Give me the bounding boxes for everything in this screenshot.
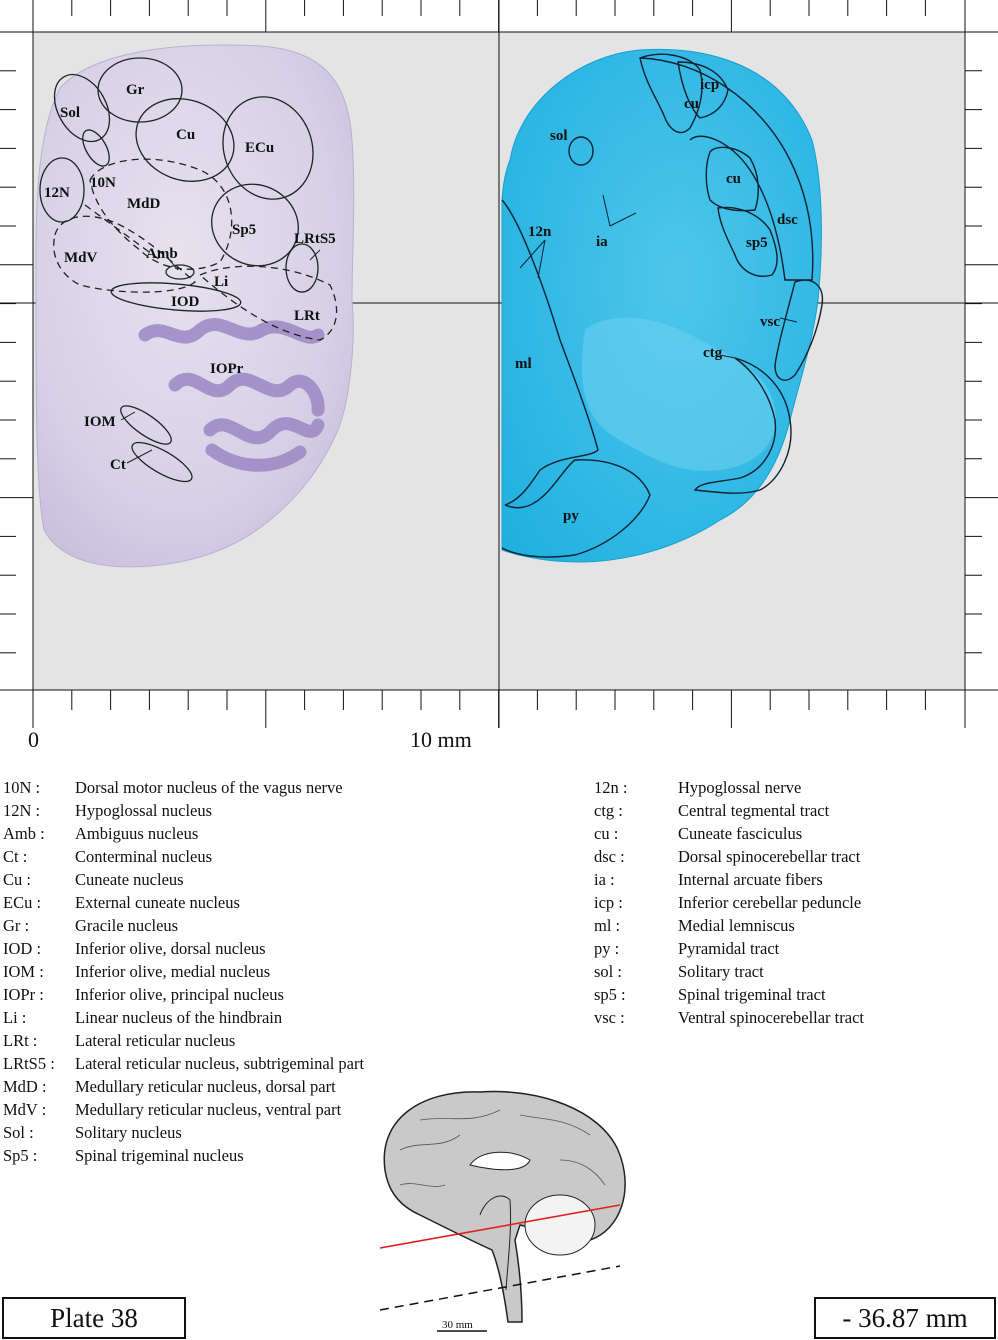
legend-description: Cuneate nucleus xyxy=(75,870,184,889)
legend-entry xyxy=(3,1144,364,1167)
legend-abbreviation: vsc : xyxy=(594,1008,625,1027)
legend-abbreviation: LRtS5 : xyxy=(3,1054,55,1073)
legend-abbreviation: LRt : xyxy=(3,1031,38,1050)
right-region-label: sp5 xyxy=(746,235,768,251)
legend-entry xyxy=(3,799,364,822)
legend-entry xyxy=(3,891,364,914)
right-region-label: icp xyxy=(700,77,720,93)
legend-description: Ambiguus nucleus xyxy=(75,824,199,843)
legend-description: Dorsal spinocerebellar tract xyxy=(678,847,861,866)
legend-abbreviation: Amb : xyxy=(3,824,45,843)
legend-abbreviation: ml : xyxy=(594,916,621,935)
legend-description: Linear nucleus of the hindbrain xyxy=(75,1008,283,1027)
legend-entry xyxy=(3,776,364,799)
legend-description: Spinal trigeminal tract xyxy=(678,985,826,1004)
legend-entry xyxy=(594,983,864,1006)
legend-entry xyxy=(3,1098,364,1121)
legend-description: Inferior olive, principal nucleus xyxy=(75,985,284,1004)
legend-entry xyxy=(594,822,864,845)
left-region-label: LRtS5 xyxy=(294,231,336,247)
legend-entry xyxy=(3,1006,364,1029)
legend-abbreviation: 12N : xyxy=(3,801,41,820)
legend-abbreviation: ECu : xyxy=(3,893,42,912)
legend-entry xyxy=(3,1121,364,1144)
legend-abbreviation: py : xyxy=(594,939,620,958)
legend-entry xyxy=(3,822,364,845)
right-region-label: py xyxy=(563,508,579,524)
legend-entry xyxy=(3,1052,364,1075)
left-region-label: Cu xyxy=(176,127,196,143)
left-region-label: 10N xyxy=(90,175,116,191)
left-region-label: IOPr xyxy=(210,361,244,377)
left-region-label: ECu xyxy=(245,140,275,156)
legend-description: Pyramidal tract xyxy=(678,939,780,958)
legend-entry xyxy=(3,983,364,1006)
legend-abbreviation: Gr : xyxy=(3,916,30,935)
legend-description: Medullary reticular nucleus, ventral part xyxy=(75,1100,342,1119)
left-region-label: Ct xyxy=(110,457,126,473)
legend-entry xyxy=(594,799,864,822)
left-region-label: Gr xyxy=(126,82,145,98)
legend-entry xyxy=(3,868,364,891)
brain-scale-label: 30 mm xyxy=(442,1319,473,1331)
legend-abbreviation: MdD : xyxy=(3,1077,47,1096)
legend-abbreviation: Cu : xyxy=(3,870,31,889)
legend-description: Inferior cerebellar peduncle xyxy=(678,893,862,912)
legend-entry xyxy=(594,1006,864,1029)
left-region-label: 12N xyxy=(44,185,70,201)
legend-description: Cuneate fasciculus xyxy=(678,824,803,843)
legend-abbreviation: dsc : xyxy=(594,847,625,866)
legend-description: Lateral reticular nucleus xyxy=(75,1031,236,1050)
legend-abbreviation: icp : xyxy=(594,893,623,912)
legend-description: Gracile nucleus xyxy=(75,916,179,935)
right-region-label: 12n xyxy=(528,224,552,240)
legend-entry xyxy=(594,776,864,799)
legend-description: Inferior olive, medial nucleus xyxy=(75,962,271,981)
legend-entry xyxy=(594,891,864,914)
legend-description: Hypoglossal nerve xyxy=(678,778,802,797)
right-region-label: vsc xyxy=(760,314,780,330)
legend-entry xyxy=(594,845,864,868)
legend-abbreviation: Ct : xyxy=(3,847,28,866)
legend-abbreviation: Li : xyxy=(3,1008,27,1027)
right-region-label: cu xyxy=(726,171,741,187)
left-region-label: MdV xyxy=(64,250,98,266)
legend-description: Dorsal motor nucleus of the vagus nerve xyxy=(75,778,343,797)
legend-entry xyxy=(594,868,864,891)
left-region-label: LRt xyxy=(294,308,320,324)
legend-abbreviation: 12n : xyxy=(594,778,628,797)
left-region-label: IOD xyxy=(171,294,200,310)
plate-label: Plate 38 xyxy=(2,1297,186,1339)
right-region-label: cu xyxy=(684,96,699,112)
legend-abbreviation: ia : xyxy=(594,870,615,889)
legend-entry xyxy=(3,1029,364,1052)
right-region-label: ia xyxy=(596,234,608,250)
legend-entry xyxy=(3,960,364,983)
legend-entry xyxy=(594,960,864,983)
legend-abbreviation: MdV : xyxy=(3,1100,47,1119)
legend-abbreviation: cu : xyxy=(594,824,619,843)
legend-entry xyxy=(3,937,364,960)
scale-zero-label: 0 xyxy=(28,727,39,752)
legend-entry xyxy=(594,937,864,960)
legend-entry xyxy=(3,914,364,937)
right-region-label: dsc xyxy=(777,212,798,228)
legend-entry xyxy=(3,845,364,868)
legend-abbreviation: Sol : xyxy=(3,1123,34,1142)
legend-description: Central tegmental tract xyxy=(678,801,830,820)
legend-description: Spinal trigeminal nucleus xyxy=(75,1146,244,1165)
left-region-label: Sol xyxy=(60,105,81,121)
legend-abbreviation: sp5 : xyxy=(594,985,626,1004)
coordinate-label: - 36.87 mm xyxy=(814,1297,996,1339)
left-region-label: Sp5 xyxy=(232,222,257,238)
legend-abbreviation: 10N : xyxy=(3,778,41,797)
legend-description: Solitary nucleus xyxy=(75,1123,182,1142)
legend-description: Hypoglossal nucleus xyxy=(75,801,213,820)
legend-description: Lateral reticular nucleus, subtrigeminal part xyxy=(75,1054,365,1073)
right-region-label: ml xyxy=(515,356,532,372)
left-region-label: Amb xyxy=(146,246,178,262)
left-region-label: IOM xyxy=(84,414,116,430)
legend-description: Internal arcuate fibers xyxy=(678,870,823,889)
legend-entry xyxy=(3,1075,364,1098)
legend-abbreviation: sol : xyxy=(594,962,622,981)
legend-description: Solitary tract xyxy=(678,962,764,981)
left-region-label: MdD xyxy=(127,196,161,212)
legend-description: Conterminal nucleus xyxy=(75,847,213,866)
right-region-label: sol xyxy=(550,128,568,144)
legend-left xyxy=(3,776,364,1167)
legend-description: External cuneate nucleus xyxy=(75,893,240,912)
legend-description: Medullary reticular nucleus, dorsal part xyxy=(75,1077,336,1096)
legend-abbreviation: IOD : xyxy=(3,939,42,958)
legend-abbreviation: IOM : xyxy=(3,962,44,981)
legend-description: Ventral spinocerebellar tract xyxy=(678,1008,864,1027)
legend-entry xyxy=(594,914,864,937)
right-region-label: ctg xyxy=(703,345,723,361)
legend-abbreviation: Sp5 : xyxy=(3,1146,38,1165)
legend-description: Inferior olive, dorsal nucleus xyxy=(75,939,266,958)
legend-abbreviation: ctg : xyxy=(594,801,623,820)
left-region-label: Li xyxy=(214,274,229,290)
legend-description: Medial lemniscus xyxy=(678,916,795,935)
scale-ten-label: 10 mm xyxy=(410,727,472,752)
legend-right xyxy=(594,776,864,1029)
legend-abbreviation: IOPr : xyxy=(3,985,44,1004)
